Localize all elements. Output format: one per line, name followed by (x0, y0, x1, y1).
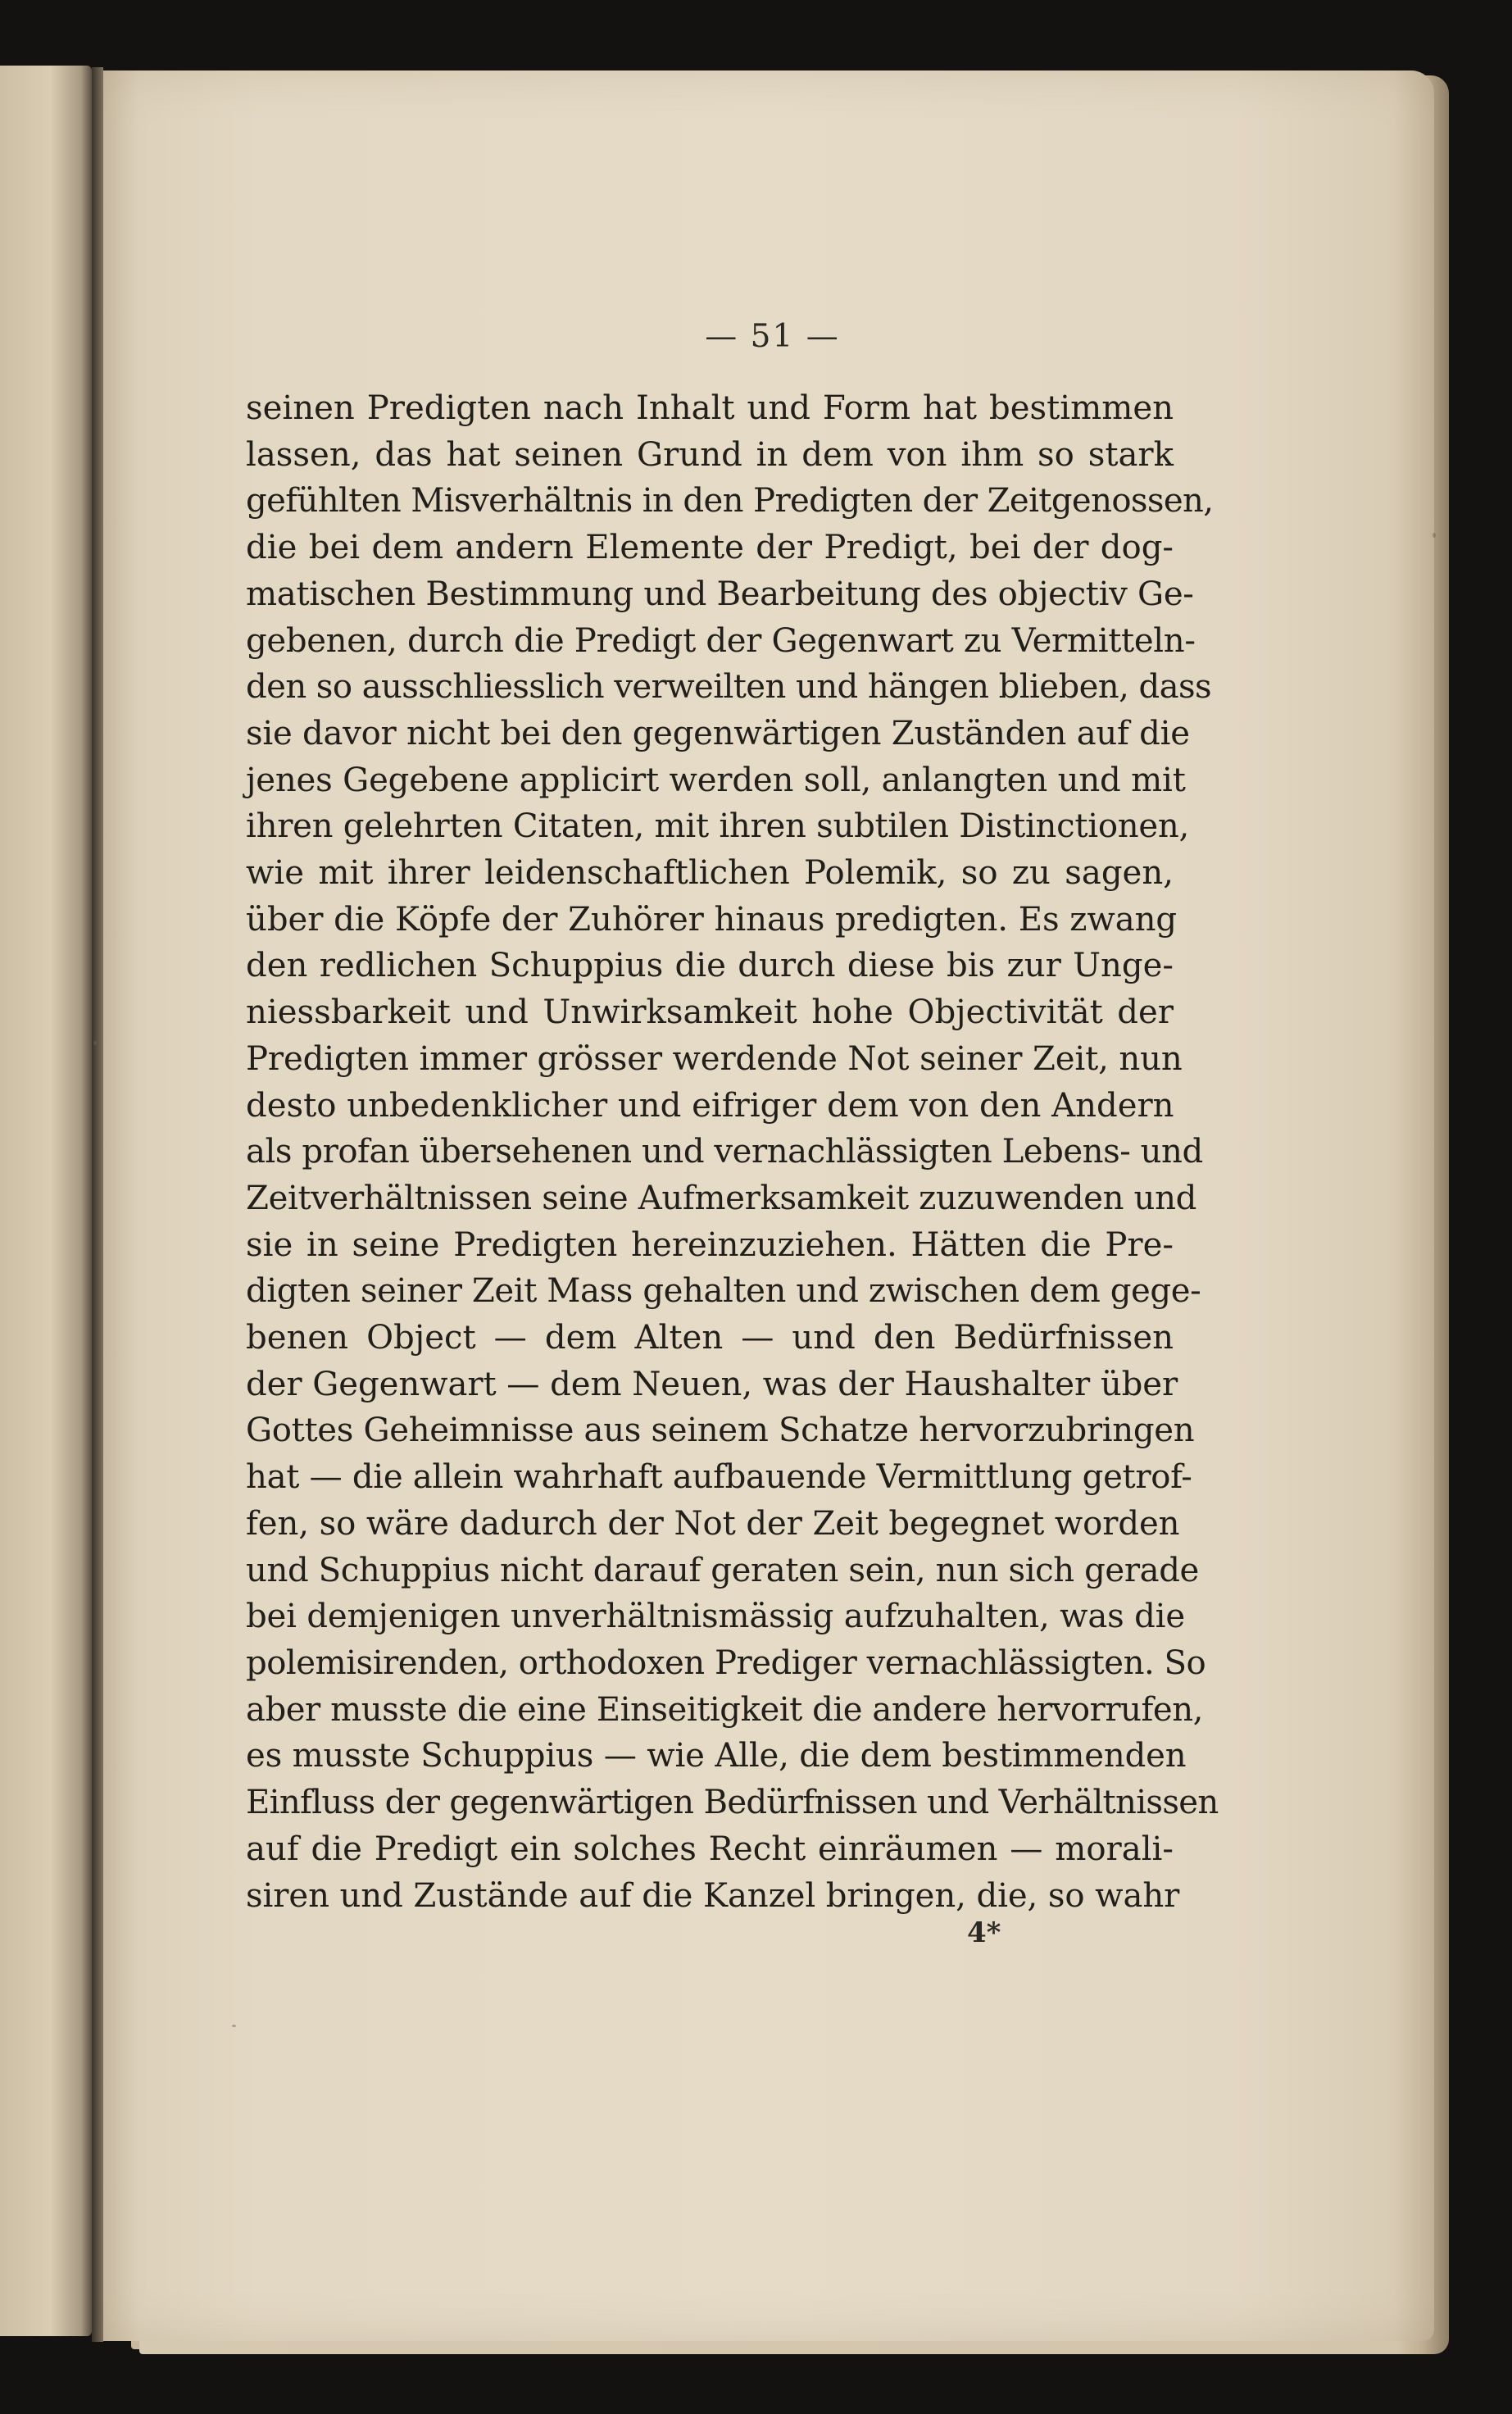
text-line: als profan übersehenen und vernachlässigten Lebens- und (246, 1133, 1203, 1171)
book-gutter (92, 67, 103, 2342)
text-line: siren und Zustände auf die Kanzel bringen, die, so wahr (246, 1876, 1180, 1915)
text-line: den redlichen Schuppius die durch diese bis zur Unge- (246, 947, 1174, 985)
text-line: niessbarkeit und Unwirksamkeit hohe Objectivität der (246, 993, 1174, 1032)
text-line: aber musste die eine Einseitigkeit die andere hervorrufen, (246, 1690, 1203, 1729)
text-line: lassen, das hat seinen Grund in dem von ihm so stark (246, 435, 1174, 474)
text-line: Gottes Geheimnisse aus seinem Schatze hervorzubringen (246, 1412, 1195, 1450)
text-line: der Gegenwart — dem Neuen, was der Haushalter über (246, 1365, 1178, 1403)
text-line: sie davor nicht bei den gegenwärtigen Zuständen auf die (246, 714, 1190, 752)
page-header (0, 318, 1512, 355)
paper-fleck (1433, 533, 1436, 538)
text-line: wie mit ihrer leidenschaftlichen Polemik, so zu sagen, (246, 854, 1174, 893)
text-line: gebenen, durch die Predigt der Gegenwart zu Vermitteln- (246, 621, 1196, 660)
text-line: gefühlten Misverhältnis in den Predigten der Zeitgenossen, (246, 482, 1214, 521)
text-line: Predigten immer grösser werdende Not seiner Zeit, nun (246, 1039, 1183, 1078)
text-line: auf die Predigt ein solches Recht einräumen — morali- (246, 1830, 1174, 1868)
text-line: polemisirenden, orthodoxen Prediger vernachlässigten. So (246, 1643, 1206, 1682)
body-text (246, 385, 1219, 1919)
text-line: fen, so wäre dadurch der Not der Zeit begegnet worden (246, 1504, 1180, 1543)
text-line: und Schuppius nicht darauf geraten sein, nun sich gerade (246, 1551, 1199, 1589)
text-line: jenes Gegebene applicirt werden soll, anlangten und mit (246, 761, 1186, 799)
text-line: hat — die allein wahrhaft aufbauende Vermittlung getrof- (246, 1458, 1192, 1497)
text-line: desto unbedenklicher und eifriger dem von den Andern (246, 1086, 1174, 1125)
text-line: matischen Bestimmung und Bearbeitung des objectiv Ge- (246, 575, 1194, 613)
text-line: seinen Predigten nach Inhalt und Form hat bestimmen (246, 389, 1174, 427)
text-line: digten seiner Zeit Mass gehalten und zwischen dem gege- (246, 1272, 1201, 1311)
paper-fleck (232, 2025, 236, 2027)
text-line: Zeitverhältnissen seine Aufmerksamkeit zuzuwenden und (246, 1179, 1196, 1217)
text-line: benen Object — dem Alten — und den Bedürfnissen (246, 1319, 1174, 1357)
text-line: Einfluss der gegenwärtigen Bedürfnissen und Verhältnissen (246, 1784, 1219, 1822)
text-line: den so ausschliesslich verweilten und hängen blieben, dass (246, 668, 1212, 707)
text-line: es musste Schuppius — wie Alle, die dem bestimmenden (246, 1737, 1187, 1775)
text-line: ihren gelehrten Citaten, mit ihren subtilen Distinctionen, (246, 807, 1190, 846)
text-line: die bei dem andern Elemente der Predigt, bei der dog- (246, 529, 1174, 567)
previous-page-edge (0, 66, 92, 2336)
page-number: — 51 — (705, 318, 840, 355)
paper-fleck (93, 1041, 97, 1045)
text-line: über die Köpfe der Zuhörer hinaus predigten. Es zwang (246, 900, 1178, 939)
text-line: bei demjenigen unverhältnismässig aufzuhalten, was die (246, 1598, 1185, 1636)
sheet-signature-mark: 4* (967, 1916, 1001, 1949)
text-line: sie in seine Predigten hereinzuziehen. Hätten die Pre- (246, 1225, 1174, 1264)
